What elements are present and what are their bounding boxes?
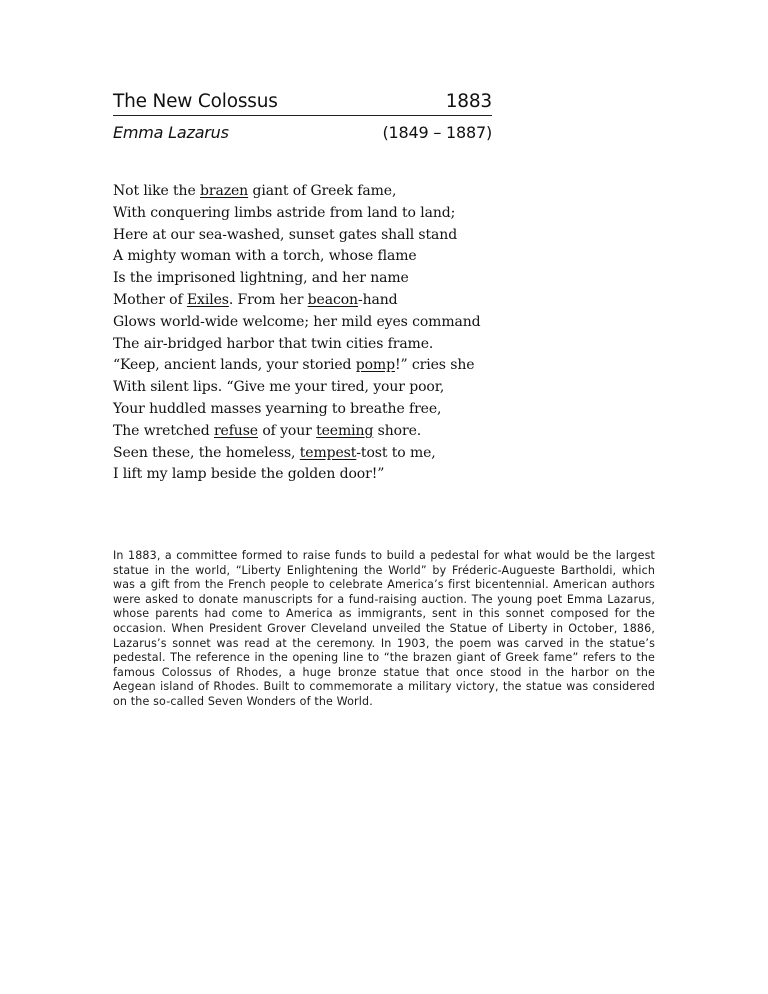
poem-text: shore. — [373, 422, 422, 439]
author-lifespan: (1849 – 1887) — [382, 123, 492, 142]
poem-text: With silent lips. “Give me your tired, your poor, — [113, 379, 445, 396]
poem-text: “Keep, ancient lands, your storied — [113, 357, 356, 374]
poem-line — [113, 268, 481, 290]
poem-text: Mother of — [113, 291, 187, 308]
poem-text: Is the imprisoned lightning, and her name — [113, 270, 409, 287]
underlined-word: pomp — [355, 357, 395, 374]
underlined-word: refuse — [213, 422, 258, 439]
underlined-word: Exiles — [186, 291, 229, 308]
poem-line — [113, 399, 481, 421]
poem-body — [113, 181, 481, 486]
underlined-word: beacon — [307, 291, 358, 308]
poem-text: giant of Greek fame, — [248, 183, 397, 199]
poem-line — [113, 377, 481, 399]
poem-title: The New Colossus — [113, 91, 278, 112]
poem-text: -hand — [357, 291, 398, 308]
poem-text: Your huddled masses yearning to breathe free, — [113, 400, 442, 417]
poem-line — [113, 290, 481, 312]
poem-line — [113, 225, 481, 247]
poem-line — [113, 181, 481, 203]
underlined-word: tempest — [299, 444, 357, 461]
historical-note: In 1883, a committee formed to raise funds to build a pedestal for what would be the largest statue in the world, “Liberty Enlightening the World” by Fréderic-Augueste Bartholdi, which was a gift from the French people to celebrate America’s first bicentennial. American authors were asked to donate manuscripts for a fund-raising auction. The young poet Emma Lazarus, whose parents had come to America as immigrants, sent in this sonnet composed for the occasion. When President Grover Cleveland unveiled the Statue of Liberty in October, 1886, Lazarus’s sonnet was read at the ceremony. In 1903, the poem was carved in the statue’s pedestal. The reference in the opening line to “the brazen giant of Greek fame” refers to the famous Colossus of Rhodes, a huge bronze statue that once stood in the harbor on the Aegean island of Rhodes. Built to commemorate a military victory, the statue was considered on the so-called Seven Wonders of the World. — [113, 549, 655, 708]
poem-text: of your — [257, 422, 317, 439]
title-row — [113, 90, 492, 116]
poem-line — [113, 203, 481, 225]
poem-line — [113, 246, 481, 268]
poem-text: . From her — [228, 291, 308, 308]
poem-text: Here at our sea-washed, sunset gates shall stand — [113, 226, 458, 243]
author-name: Emma Lazarus — [113, 123, 229, 142]
underlined-word: teeming — [316, 422, 374, 439]
poem-line — [113, 464, 481, 486]
poem-text: -tost to me, — [356, 444, 436, 461]
poem-line — [113, 421, 481, 443]
poem-text: !” cries she — [394, 357, 475, 374]
underlined-word: brazen — [200, 183, 249, 199]
poem-text: Not like the — [113, 183, 201, 199]
poem-header — [113, 90, 492, 144]
poem-text: I lift my lamp beside the golden door!” — [113, 466, 385, 483]
poem-text: The air-bridged harbor that twin cities frame. — [113, 335, 434, 352]
poem-line — [113, 334, 481, 356]
poem-text: A mighty woman with a torch, whose flame — [113, 248, 417, 265]
poem-text: Seen these, the homeless, — [113, 444, 300, 461]
poem-line — [113, 355, 481, 377]
poem-line — [113, 443, 481, 465]
poem-text: Glows world-wide welcome; her mild eyes command — [113, 313, 481, 330]
poem-line — [113, 312, 481, 334]
poem-text: The wretched — [113, 422, 214, 439]
poem-text: With conquering limbs astride from land to land; — [113, 204, 456, 221]
poem-year: 1883 — [445, 91, 492, 112]
author-row — [113, 122, 492, 144]
